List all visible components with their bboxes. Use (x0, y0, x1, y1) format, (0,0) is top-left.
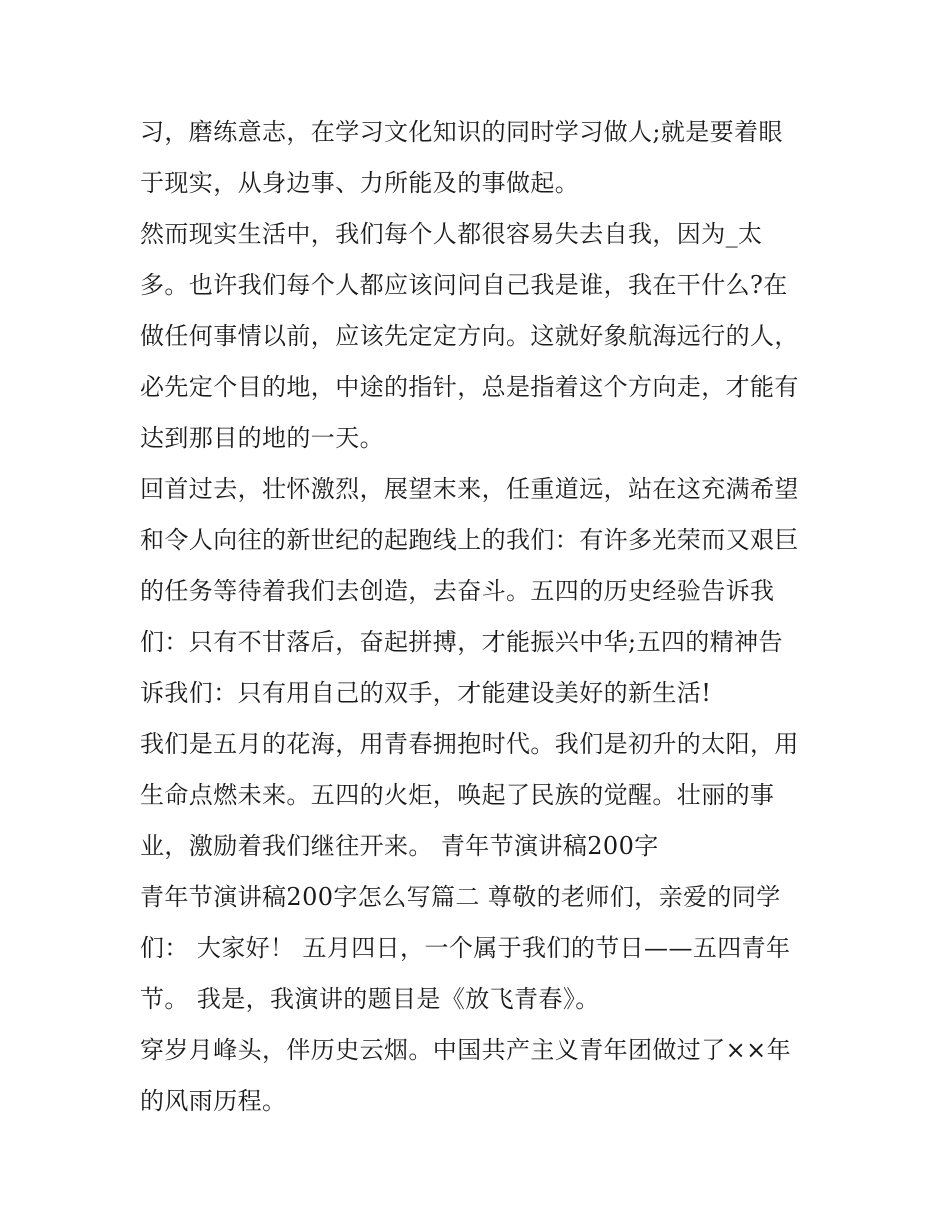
text-line: 穿岁月峰头，伴历史云烟。中国共产主义青年团做过了××年 (140, 1036, 792, 1064)
text-line: 做任何事情以前，应该先定定方向。这就好象航海远行的人， (140, 322, 799, 350)
text-line: 青年节演讲稿200字怎么写篇二 尊敬的老师们，亲爱的同学 (140, 883, 781, 911)
text-line: 回首过去，壮怀激烈，展望末来，任重道远，站在这充满希望 (140, 475, 799, 503)
text-line: 于现实，从身边事、力所能及的事做起。 (140, 169, 580, 197)
body-text (140, 107, 820, 1127)
text-line: 必先定个目的地，中途的指针，总是指着这个方向走，才能有 (140, 373, 799, 401)
text-line: 达到那目的地的一天。 (140, 424, 384, 452)
text-line: 然而现实生活中，我们每个人都很容易失去自我，因为_太 (140, 220, 763, 248)
text-line: 业，激励着我们继往开来。 青年节演讲稿200字 (140, 832, 659, 860)
text-line: 诉我们：只有用自己的双手，才能建设美好的新生活! (140, 679, 712, 707)
text-line: 的风雨历程。 (140, 1087, 287, 1115)
text-line: 习，磨练意志，在学习文化知识的同时学习做人;就是要着眼 (140, 118, 783, 146)
text-line: 们：只有不甘落后，奋起拼搏，才能振兴中华;五四的精神告 (140, 628, 783, 656)
text-line: 们： 大家好！ 五月四日，一个属于我们的节日——五四青年 (140, 934, 791, 962)
text-line: 的任务等待着我们去创造，去奋斗。五四的历史经验告诉我 (140, 577, 775, 605)
text-line: 多。也许我们每个人都应该问问自己我是谁，我在干什么?在 (140, 271, 788, 299)
text-line: 和令人向往的新世纪的起跑线上的我们：有许多光荣而又艰巨 (140, 526, 799, 554)
text-line: 生命点燃未来。五四的火炬，唤起了民族的觉醒。壮丽的事 (140, 781, 775, 809)
text-line: 节。 我是，我演讲的题目是《放飞青春》。 (140, 985, 600, 1013)
text-line: 我们是五月的花海，用青春拥抱时代。我们是初升的太阳，用 (140, 730, 799, 758)
